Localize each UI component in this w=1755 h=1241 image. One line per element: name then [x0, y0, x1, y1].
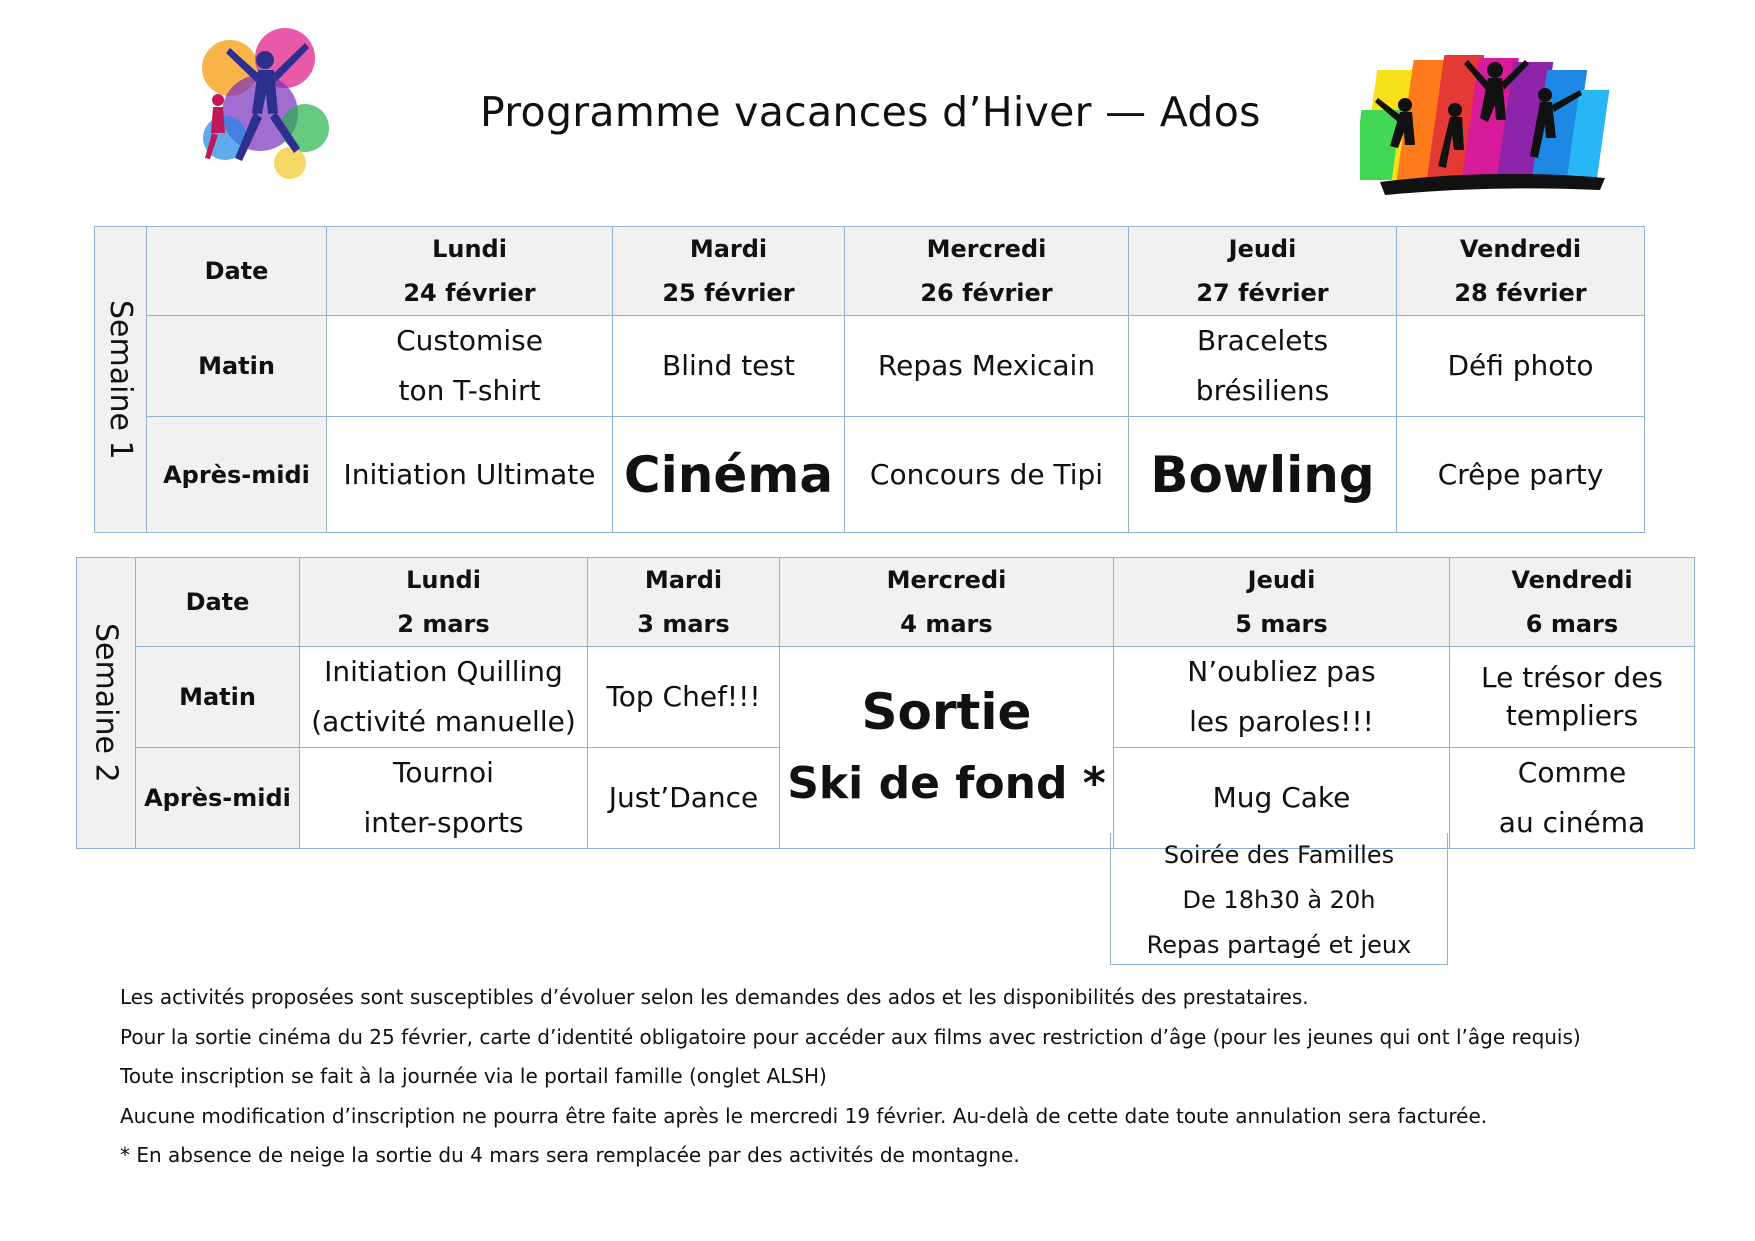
activity-cell-highlight: Bowling: [1129, 417, 1397, 533]
family-evening-box: [1110, 833, 1448, 965]
day-header-mardi: Mardi 25 février: [613, 227, 845, 316]
day-header-lundi: Lundi 24 février: [327, 227, 613, 316]
activity-cell: Just’Dance: [588, 748, 780, 849]
family-evening-detail: Repas partagé et jeux: [1146, 931, 1412, 959]
week-2-table: [76, 557, 1695, 849]
activity-cell: Repas Mexicain: [845, 316, 1129, 417]
note-line: Les activités proposées sont susceptibles d’évoluer selon les demandes des ados et les disponibilités des prestataires.: [120, 985, 1309, 1009]
activity-cell: Défi photo: [1397, 316, 1645, 417]
note-line: * En absence de neige la sortie du 4 mars sera remplacée par des activités de montagne.: [120, 1143, 1020, 1167]
row-header-matin: Matin: [147, 316, 327, 417]
activity-cell: Tournoi inter-sports: [300, 748, 588, 849]
activity-cell: Crêpe party: [1397, 417, 1645, 533]
week-label: Semaine 2: [77, 558, 136, 849]
day-header-vendredi: Vendredi 6 mars: [1450, 558, 1695, 647]
family-evening-time: De 18h30 à 20h: [1182, 886, 1376, 914]
day-header-lundi: Lundi 2 mars: [300, 558, 588, 647]
activity-cell-highlight: Cinéma: [613, 417, 845, 533]
activity-cell: Blind test: [613, 316, 845, 417]
week-1-table: [94, 226, 1645, 533]
activity-cell: Customise ton T-shirt: [327, 316, 613, 417]
day-header-jeudi: Jeudi 27 février: [1129, 227, 1397, 316]
activity-cell: Concours de Tipi: [845, 417, 1129, 533]
page-title: Programme vacances d’Hiver — Ados: [480, 88, 1261, 136]
week-label: Semaine 1: [95, 227, 147, 533]
note-line: Aucune modification d’inscription ne pourra être faite après le mercredi 19 février. Au-delà de cette date toute annulation sera facturée.: [120, 1103, 1488, 1128]
note-line: Pour la sortie cinéma du 25 février, carte d’identité obligatoire pour accéder aux films avec restriction d’âge (pour les jeunes qui ont l’âge requis): [120, 1024, 1581, 1049]
family-evening-title: Soirée des Familles: [1163, 841, 1395, 869]
activity-cell: Initiation Quilling (activité manuelle): [300, 647, 588, 748]
day-header-jeudi: Jeudi 5 mars: [1114, 558, 1450, 647]
day-header-mercredi: Mercredi 26 février: [845, 227, 1129, 316]
activity-cell: Top Chef!!!: [588, 647, 780, 748]
row-header-apres-midi: Après-midi: [147, 417, 327, 533]
activity-cell: Comme au cinéma: [1450, 748, 1695, 849]
row-header-date: Date: [147, 227, 327, 316]
row-header-apres-midi: Après-midi: [136, 748, 300, 849]
row-header-date: Date: [136, 558, 300, 647]
activity-cell: Bracelets brésiliens: [1129, 316, 1397, 417]
row-header-matin: Matin: [136, 647, 300, 748]
activity-cell: Initiation Ultimate: [327, 417, 613, 533]
jumping-silhouettes-logo-right: [1360, 50, 1620, 210]
day-header-vendredi: Vendredi 28 février: [1397, 227, 1645, 316]
activity-cell: N’oubliez pas les paroles!!!: [1114, 647, 1450, 748]
note-line: Toute inscription se fait à la journée via le portail famille (onglet ALSH): [120, 1064, 827, 1088]
activity-cell: Le trésor des templiers: [1450, 647, 1695, 748]
full-day-outing-cell: Sortie Ski de fond *: [780, 647, 1114, 849]
day-header-mercredi: Mercredi 4 mars: [780, 558, 1114, 647]
day-header-mardi: Mardi 3 mars: [588, 558, 780, 647]
activity-cell: Mug Cake: [1114, 748, 1450, 849]
jumping-kids-logo-left: [190, 18, 340, 188]
notes-section: [120, 978, 1680, 1176]
